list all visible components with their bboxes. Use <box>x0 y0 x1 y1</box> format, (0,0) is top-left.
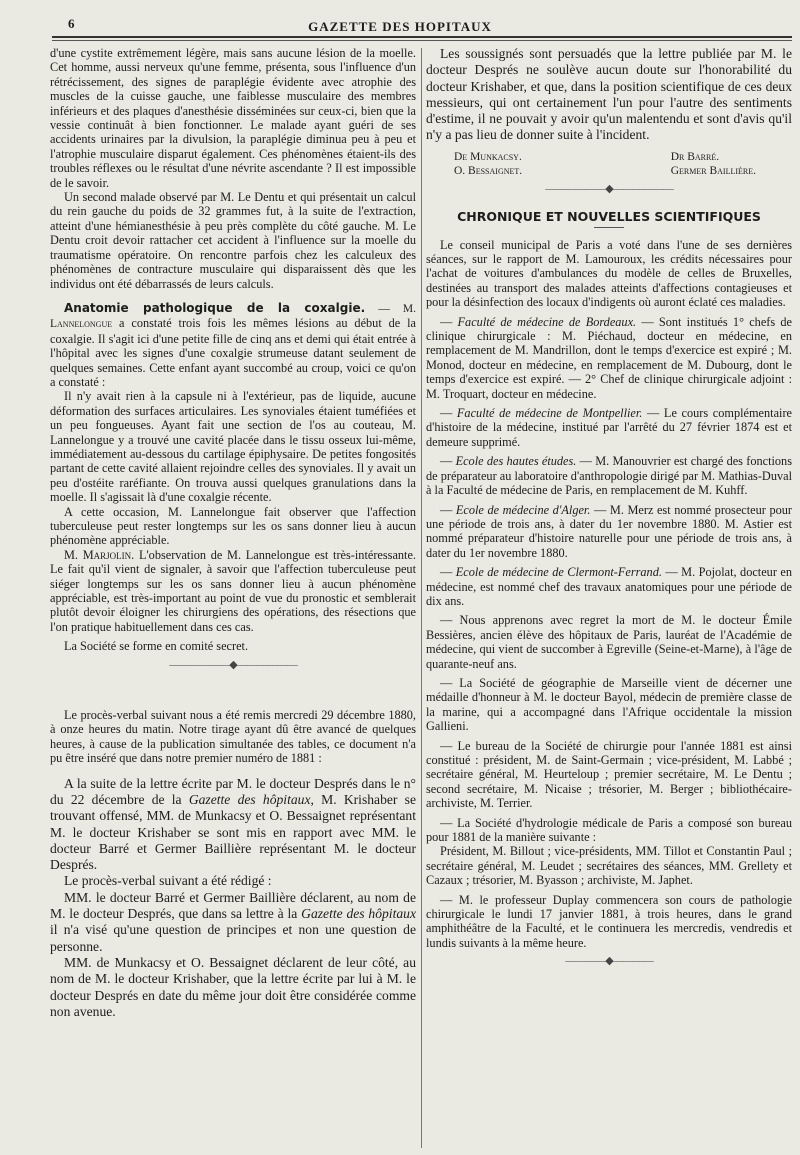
paragraph-text: — M. Merz est nommé prosecteur pour une période de trois ans, à dater du 1er novembre 1880. M. Astier est nommé préparateur d'histoire naturelle pour une période de trois ans, à dater du 1er novembre 1880. <box>426 502 792 560</box>
paragraph: Le procès-verbal suivant a été rédigé : <box>64 873 272 889</box>
paragraph: Un second malade observé par M. Le Dentu et qui présentait un calcul du rein gauche du poids de 32 grammes fut, à la suite de l'extraction, atteint d'une hémianesthésie à peu près complète du côté gauche. M. Le Dentu croit devoir rattacher cet accident à l'influence sur la moelle du traumatisme opératoire. On rencontre parfois chez les calculeux des phénomènes de contracture musculaire qui disparaissent dès que les individus ont été débarrassés de leurs calculs. <box>50 190 416 291</box>
institution-name: Ecole de médecine d'Alger. <box>455 502 591 517</box>
page-number: 6 <box>68 16 75 31</box>
news-item: — La Société d'hydrologie médicale de Paris a composé son bureau pour 1881 de la manière suivante : <box>426 815 792 845</box>
signatory: Dr Barré. <box>670 150 720 163</box>
signatures-left <box>454 150 522 178</box>
paragraph: A cette occasion, M. Lannelongue fait observer que l'affection tuberculeuse peut rester longtemps sur les os sans donner lieu à aucun phénomène appréciable. <box>50 504 416 548</box>
journal-name: Gazette des hôpitaux <box>301 906 416 922</box>
news-item: — Le bureau de la Société de chirurgie pour l'année 1881 est ainsi constitué : président, M. de Saint-Germain ; vice-président, M. Labbé ; secrétaire général, M. Heurteloup ; premier secrétaire, M. Le Dentu ; second secrétaire, M. Nicaise ; trésorier, M. Berger ; bibliothécaire-archiviste, M. Terrier. <box>426 738 792 811</box>
paragraph-text: — M. Manouvrier est chargé des fonctions de préparateur au laboratoire d'anthropologie dirigé par M. Mathias-Duval à la Faculté de médecine de Paris, en remplacement de M. Kuhff. <box>426 454 792 498</box>
signatures <box>426 150 792 178</box>
news-item: — La Société de géographie de Marseille vient de décerner une médaille d'honneur à M. le docteur Bayol, médecin de première classe de la marine, qui a accompagné dans l'Afrique occidentale la mission Gallieni. <box>426 675 792 734</box>
news-item: — Faculté de médecine de Montpellier. — Le cours complémentaire d'histoire de la médecine, institué par l'arrêté du 27 février 1874 est et demeure supprimé. <box>426 406 792 449</box>
section-heading: Anatomie pathologique de la coxalgie. <box>64 300 366 315</box>
header-rule <box>52 36 792 38</box>
speaker-name: M. Marjolin. <box>64 547 135 562</box>
paragraph-text: a constaté trois fois les mêmes lésions au début de la coxalgie. Il s'agit ici d'une petite fille de cinq ans et demi qui était entrée à l'hôpital avec les signes d'une coxalgie strumeuse datant seulement de quelques semaines. Cette enfant ayant succombé au croup, voici ce qu'on a constaté : <box>50 316 416 389</box>
institution-name: Faculté de médecine de Montpellier. <box>456 406 643 421</box>
news-item: Président, M. Billout ; vice-présidents, MM. Tillot et Constantin Paul ; secrétaire général, M. Leudet ; secrétaires des séances, MM. Grellety et Cazaux ; trésorier, M. Byasson ; archiviste, M. Japhet. <box>426 844 792 888</box>
news-item: Le conseil municipal de Paris a voté dans l'une de ses dernières séances, sur le rapport de M. Lamouroux, les crédits nécessaires pour l'achat de voitures d'ambulances du modèle de celles de Bruxelles, destinées au transport des malades atteints d'affections contagieuses et pour la désinfection des locaux d'indigents où auront éclaté ces maladies. <box>426 237 792 310</box>
paragraph <box>50 890 416 955</box>
paragraph-text: L'observation de M. Lannelongue est très-intéressante. Le fait qu'il vient de signaler, à savoir que l'affection tuberculeuse peut siéger longtemps sur les os sans donner lieu à aucun phénomène appréciable, est très-important au point de vue du pronostic et semblerait plutôt devoir éloigner les chirurgiens des opérations, des résections que l'on pratique habituellement dans ces cas. <box>50 547 417 634</box>
news-item: — Nous apprenons avec regret la mort de M. le docteur Émile Bessières, ancien élève des hôpitaux de Paris, lauréat de l'Académie de médecine, qui vient de succomber à Egreville (Seine-et-Marne), à l'âge de quarante-neuf ans. <box>426 613 792 671</box>
declaration-block <box>426 46 792 144</box>
paragraph <box>50 776 416 874</box>
signatory: De Munkacsy. <box>454 150 522 163</box>
right-column <box>426 46 792 975</box>
paragraph <box>50 548 416 634</box>
institution-name: Ecole de médecine de Clermont-Ferrand. <box>455 565 662 580</box>
paragraph-text: il n'a visé qu'une question de principes et non une question de personne. <box>50 922 416 954</box>
signatory: Germer Baillière. <box>670 164 756 177</box>
journal-title: GAZETTE DES HOPITAUX <box>308 19 492 34</box>
news-item: — Ecole de médecine d'Alger. — M. Merz est nommé prosecteur pour une période de trois ans, à dater du 1er novembre 1880. M. Astier est nommé préparateur d'histoire naturelle pour une période de trois ans, à dater du 1er novembre 1880. <box>426 502 792 560</box>
news-item: — M. le professeur Duplay commencera son cours de pathologie chirurgicale le lundi 17 janvier 1881, à trois heures, dans le grand amphithéâtre de la Faculté, et le continuera les mercredis, vendredis et lundis suivants à la même heure. <box>426 892 792 950</box>
paragraph-text: A la suite de la lettre écrite par M. le docteur Després dans le n° du 22 décembre de la <box>50 775 416 807</box>
paragraph: Il n'y avait rien à la capsule ni à l'extérieur, pas de liquide, aucune déformation des surfaces articulaires. Les synoviales étaient tuméfiées et un peu fongueuses. Ayant fait une section de l'os au couteau, M. Lannelongue y a trouvé une cavité placée dans le tissu osseux lui-même, immédiatement au-dessous du cartilage épiphysaire. De petites fongosités partant de cette cavité allaient rejoindre celles des synoviales. Il y avait un peu d'ostéite raréfiante. On trouva aussi quelques granulations dans la moelle. Il s'agissait là d'une coxalgie récente. <box>50 389 416 505</box>
paragraph-text: — Le cours complémentaire d'histoire de la médecine, institué par l'arrêté du 27 février 1874 est et demeure supprimé. <box>426 406 792 449</box>
paragraph-text: , M. Krishaber se trouvant offensé, MM. de Munkacsy et O. Bessaignet représentant M. le docteur Krishaber se sont mis en rapport avec MM. le docteur Barré et Germer Baillière représentant M. le docteur Després. <box>50 791 416 873</box>
paragraph: Le procès-verbal suivant nous a été remis mercredi 29 décembre 1880, à onze heures du matin. Notre tirage ayant dû être avancé de quelques heures, à cause de la publication simultanée des tables, ce document n'a pu être inséré que dans notre premier numéro de 1881 : <box>50 708 416 766</box>
paragraph: MM. de Munkacsy et O. Bessaignet déclarent de leur côté, au nom de M. le docteur Krishaber, que la lettre écrite par lui à M. le docteur Després en date du même jour doit être considérée comme non avenue. <box>50 954 416 1019</box>
signatures-right <box>671 150 756 178</box>
section-author: — M. Lannelongue <box>50 302 416 331</box>
separator-ornament: ——————◆—————— <box>545 182 673 195</box>
left-column <box>50 46 416 1020</box>
journal-name: Gazette des hôpitaux <box>188 791 311 807</box>
paragraph: La Société se forme en comité secret. <box>64 639 249 654</box>
paragraph-text: — M. Pojolat, docteur en médecine, est nommé chef des travaux anatomiques pour une période de dix ans. <box>426 565 792 608</box>
proces-verbal-block <box>50 776 416 1020</box>
paragraph: d'une cystite extrêmement légère, mais sans aucune lésion de la moelle. Cet homme, aussi nerveux qu'une femme, présenta, sous l'influence d'un rétrécissement, des signes de paraplégie évidente avec atrophie des muscles de la cuisse gauche, une faiblesse musculaire des membres inférieurs et des plaques d'anesthésie disséminées sur ceux-ci, bien que la vessie continuât à bien fonctionner. Le malade ayant guéri de ses accidents urinaires par la divulsion, la paraplégie diminua peu à peu et l'atrophie musculaire disparut également. Ces phénomènes étaient-ils des troubles réflexes ou le résultat d'une névrite ascendante ? Il est impossible de le savoir. <box>50 46 416 190</box>
news-item: — Ecole de médecine de Clermont-Ferrand. — M. Pojolat, docteur en médecine, est nommé chef des travaux anatomiques pour une période de dix ans. <box>426 565 792 608</box>
paragraph-text: MM. le docteur Barré et Germer Baillière déclarent, au nom de M. le docteur Després, que dans sa lettre à la <box>50 889 416 922</box>
column-divider <box>421 48 422 1148</box>
header-rule-thin <box>52 40 792 41</box>
section-paragraph <box>50 301 416 389</box>
paragraph-text: — Sont institués 1° chefs de clinique chirurgicale : M. Piéchaud, docteur en médecine, en remplacement de M. Mandrillon, dont le temps d'exercice est expiré ; M. Monod, docteur en médecine, en remplacement de M. Dubourg, dont le temps d'exercice est expiré. — 2° Chef de clinique chirurgicale adjoint : M. Troquart, docteur en médecine. <box>426 314 793 401</box>
short-rule <box>594 227 624 228</box>
paragraph: Les soussignés sont persuadés que la lettre publiée par M. le docteur Després ne soulève aucun doute sur l'honorabilité du docteur Krishaber, et que, dans la position scientifique de ces deux messieurs, qui ont certainement l'un pour l'autre des sentiments d'estime, il ne pouvait y avoir qu'un malentendu et sont d'avis qu'il n'y a pas lieu de donner suite à l'incident. <box>426 46 792 143</box>
news-item: — Faculté de médecine de Bordeaux. — Sont institués 1° chefs de clinique chirurgicale : M. Piéchaud, docteur en médecine, en remplacement de M. Mandrillon, dont le temps d'exercice est expiré ; M. Monod, docteur en médecine, en remplacement de M. Dubourg, dont le temps d'exercice est expiré. — 2° Chef de clinique chirurgicale adjoint : M. Troquart, docteur en médecine. <box>426 314 793 401</box>
separator-ornament: ——————◆—————— <box>169 658 297 671</box>
signatory: O. Bessaignet. <box>454 164 523 177</box>
end-separator-ornament: ————◆———— <box>565 955 653 968</box>
section-heading: CHRONIQUE ET NOUVELLES SCIENTIFIQUES <box>457 209 761 225</box>
institution-name: Faculté de médecine de Bordeaux. <box>457 314 637 329</box>
institution-name: Ecole des hautes études. <box>455 454 577 469</box>
news-item: — Ecole des hautes études. — M. Manouvrier est chargé des fonctions de préparateur au laboratoire d'anthropologie dirigé par M. Mathias-Duval à la Faculté de médecine de Paris, en remplacement de M. Kuhff. <box>426 454 792 498</box>
